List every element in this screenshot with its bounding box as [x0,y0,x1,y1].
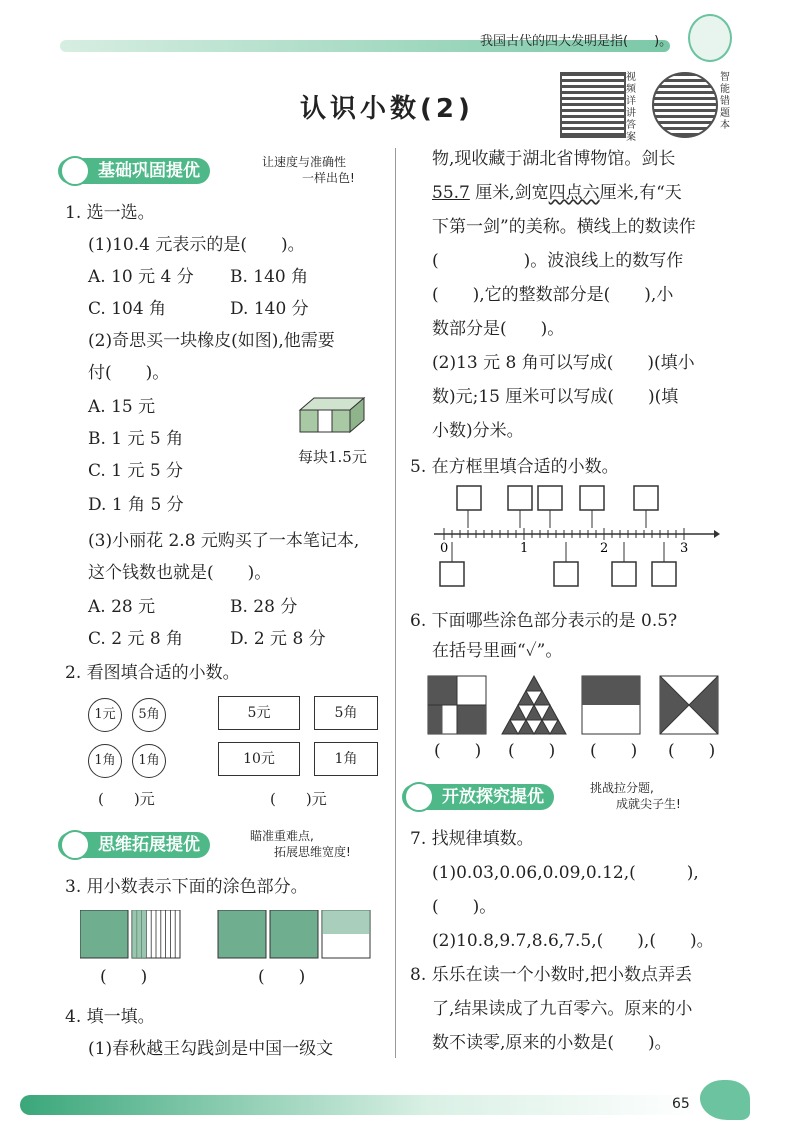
q5-heading: 5. 在方框里填合适的小数。 [410,457,619,477]
option[interactable]: C. 2 元 8 角 [88,629,184,649]
q1-part2-line1: (2)奇思买一块橡皮(如图),他需要 [88,331,335,351]
q3-heading: 3. 用小数表示下面的涂色部分。 [65,877,308,897]
option[interactable]: B. 28 分 [230,597,298,617]
option[interactable]: C. 104 角 [88,299,167,319]
option[interactable]: D. 2 元 8 分 [230,629,326,649]
banknote: 5角 [314,696,378,730]
satellite-icon [404,782,434,812]
page-number: 65 [672,1096,690,1112]
q4-heading: 4. 填一填。 [65,1007,155,1027]
q1-part3-line2: 这个钱数也就是( )。 [88,563,272,583]
section-title: 开放探究提优 [442,787,544,807]
answer-blank[interactable]: ( )元 [270,790,327,808]
q2-heading: 2. 看图填合适的小数。 [65,663,240,683]
qr-code-icon[interactable] [560,72,626,138]
answer-blank[interactable]: ( ) [434,741,482,761]
q4-text[interactable]: ( )。波浪线上的数写作 [432,251,684,271]
coin: 1角 [88,744,122,778]
qr-label-mistakes: 智能错题本 [720,72,730,131]
answer-blank[interactable]: ( ) [668,741,716,761]
section-header-explore [402,784,554,810]
underlined-number: 55.7 [432,183,470,203]
answer-blank[interactable]: ( )元 [98,790,155,808]
q7-heading: 7. 找规律填数。 [410,829,534,849]
answer-blank[interactable]: ( ) [590,741,638,761]
q4-text[interactable]: (2)13 元 8 角可以写成( )(填小 [432,353,695,373]
q4-text[interactable]: 数)元;15 厘米可以写成( )(填 [432,387,679,407]
mini-program-code-icon[interactable] [652,72,718,138]
option[interactable]: D. 140 分 [230,299,309,319]
answer-blank[interactable]: ( ) [258,967,306,987]
bottom-banner-bar [20,1095,700,1115]
q4-text: 物,现收藏于湖北省博物馆。剑长 [432,149,676,169]
text-span: 厘米,剑宽 [469,183,549,203]
motto-line: 挑战拉分题, [590,781,654,795]
motto-line: 拓展思维宽度! [274,845,351,859]
section-title: 思维拓展提优 [98,835,200,855]
option[interactable]: D. 1 角 5 分 [88,495,184,515]
tick-label: 3 [680,541,689,556]
eraser-price: 每块1.5元 [298,448,367,466]
page-title: 认识小数(2) [300,94,474,124]
q8-text: 8. 乐乐在读一个小数时,把小数点弄丢 [410,965,693,985]
q8-text[interactable]: 数不读零,原来的小数是( )。 [432,1033,672,1053]
q6-heading: 在括号里画“✓”。 [432,641,563,661]
motto-line: 成就尖子生! [616,797,681,811]
option[interactable]: B. 1 元 5 角 [88,429,184,449]
q7-text[interactable]: ( )。 [432,897,497,917]
option[interactable]: B. 140 角 [230,267,309,287]
coin: 1角 [132,744,166,778]
option[interactable]: A. 28 元 [88,597,156,617]
number-line-figure [430,484,720,594]
section-motto [262,154,355,186]
banknote: 5元 [218,696,300,730]
motto-line: 一样出色! [302,171,355,185]
text-span: 厘米,有“天 [599,183,682,203]
eraser-image [296,396,368,436]
column-divider [395,148,396,1058]
motto-line: 让速度与准确性 [262,155,347,169]
section-motto [250,828,351,860]
coin: 5角 [132,698,166,732]
q7-text[interactable]: (2)10.8,9.7,8.6,7.5,( ),( )。 [432,931,714,951]
q4-text[interactable]: ( ),它的整数部分是( ),小 [432,285,674,305]
q7-text[interactable]: (1)0.03,0.06,0.09,0.12,( ), [432,863,699,883]
section-motto [590,780,681,812]
section-header-basic [58,158,210,184]
dolphin-mascot-icon [700,1080,750,1120]
qr-label-video: 视频详讲答案 [626,72,636,143]
trivia-question: 我国古代的四大发明是指( )。 [480,34,673,49]
answer-blank[interactable]: ( ) [508,741,556,761]
banknote: 1角 [314,742,378,776]
q6-heading: 6. 下面哪些涂色部分表示的是 0.5? [410,611,678,631]
q8-text: 了,结果读成了九百零六。原来的小 [432,999,693,1019]
q4-text [432,182,682,204]
ufo-icon [60,830,90,860]
q4-text: 下第一剑”的美称。横线上的数读作 [432,217,696,237]
target-icon [60,156,90,186]
option[interactable]: A. 10 元 4 分 [88,267,194,287]
coin: 1元 [88,698,122,732]
option[interactable]: C. 1 元 5 分 [88,461,184,481]
shaded-squares-figure [80,910,380,960]
robot-mascot-icon [688,14,732,62]
tick-label: 0 [440,541,449,556]
q4-text[interactable]: 数部分是( )。 [432,319,565,339]
q1-part2-line2: 付( )。 [88,363,170,383]
section-title: 基础巩固提优 [98,161,200,181]
q4-text: 小数)分米。 [432,421,524,441]
section-header-thinking [58,832,210,858]
q1-part1: (1)10.4 元表示的是( )。 [88,235,305,255]
q4-text: (1)春秋越王勾践剑是中国一级文 [88,1039,334,1059]
tick-label: 2 [600,541,609,556]
wavy-underlined-number: 四点六 [548,183,600,203]
answer-blank[interactable]: ( ) [100,967,148,987]
banknote: 10元 [218,742,300,776]
q1-heading: 1. 选一选。 [65,203,155,223]
shaded-shapes-figure [426,674,722,736]
tick-label: 1 [520,541,529,556]
option[interactable]: A. 15 元 [88,397,156,417]
q1-part3-line1: (3)小丽花 2.8 元购买了一本笔记本, [88,531,360,551]
motto-line: 瞄准重难点, [250,829,314,843]
